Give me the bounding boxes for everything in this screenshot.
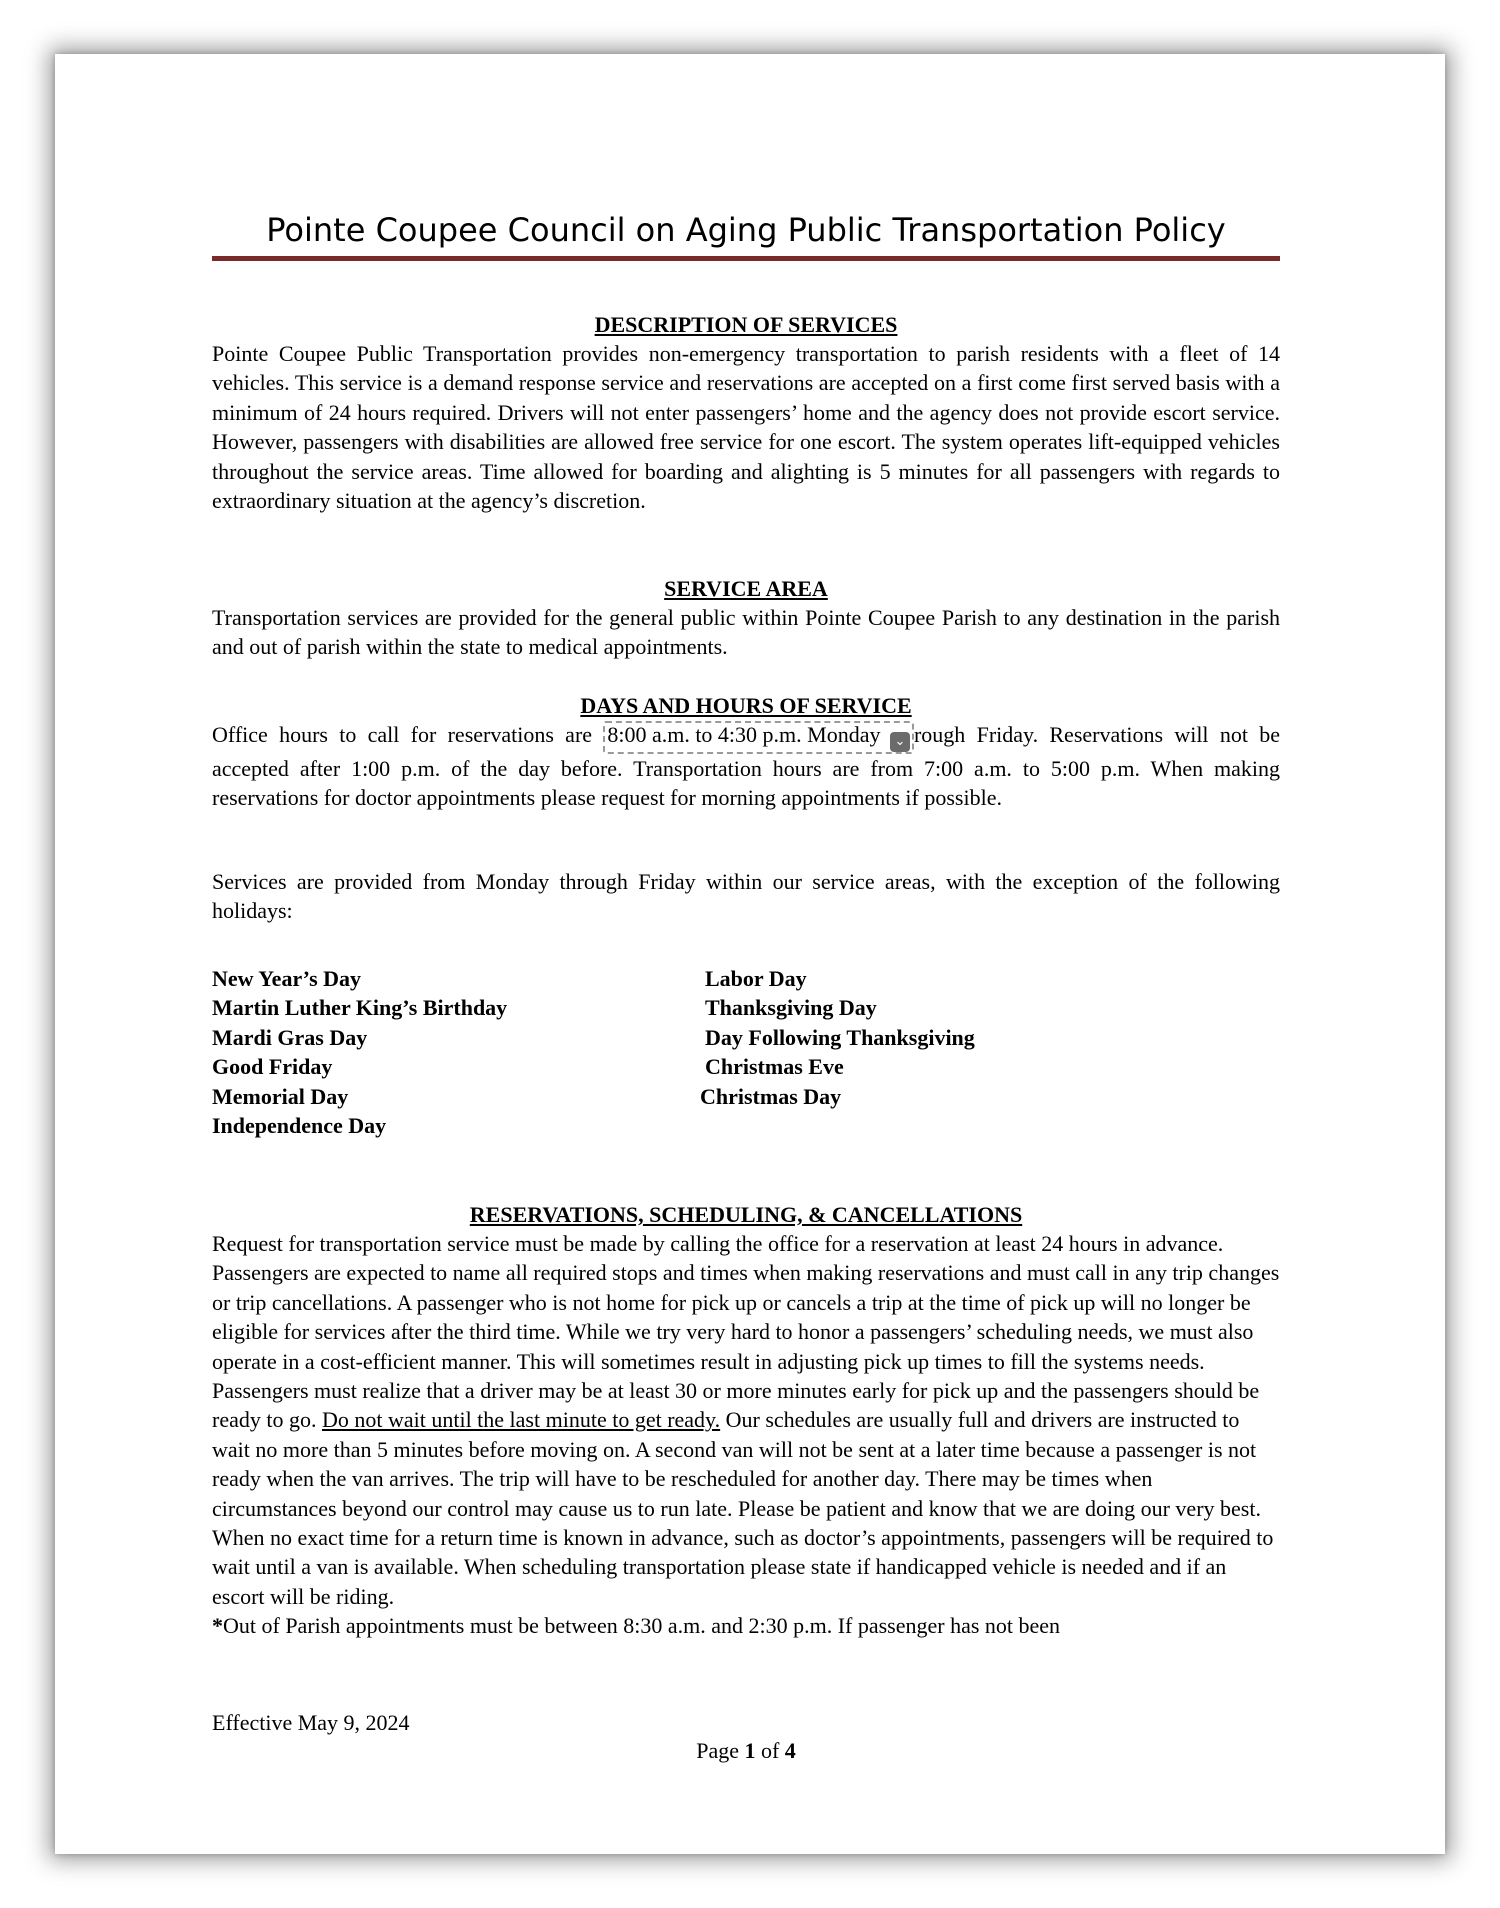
holiday-column-right: [700, 964, 975, 1111]
description-heading: DESCRIPTION OF SERVICES: [594, 312, 898, 337]
holiday-item: Christmas Day: [700, 1083, 842, 1109]
service-area-heading: SERVICE AREA: [664, 576, 828, 601]
title-rule: [212, 256, 1280, 261]
document-page: [55, 54, 1445, 1854]
days-hours-body: [212, 720, 1280, 813]
asterisk-mark: *: [212, 1613, 223, 1639]
reservations-heading: RESERVATIONS, SCHEDULING, & CANCELLATIONS: [469, 1202, 1023, 1227]
document-title: Pointe Coupee Council on Aging Public Transportation Policy: [266, 211, 1226, 249]
holiday-item: Memorial Day: [212, 1083, 349, 1109]
holiday-item: Good Friday: [212, 1054, 333, 1080]
holiday-item: Mardi Gras Day: [212, 1024, 368, 1050]
holiday-item: New Year’s Day: [212, 966, 362, 991]
holiday-item: Day Following Thanksgiving: [705, 1024, 975, 1050]
page-of: of: [755, 1738, 785, 1763]
page-word: Page: [696, 1738, 745, 1763]
effective-date: Effective May 9, 2024: [212, 1710, 410, 1735]
hours-field-value[interactable]: 8:00 a.m. to 4:30 p.m. Monday: [607, 722, 886, 747]
holiday-item: Independence Day: [212, 1113, 387, 1139]
days-hours-suffix: rough Friday. Reservations will not be accepted after 1:00 p.m. of the day before. Transportation hours are from 7:00 a.m. to 5:00 p.m. When making reservations for doctor appointments please request for morning appointments if possible.: [212, 722, 1280, 811]
holiday-item: Thanksgiving Day: [705, 995, 877, 1021]
services-note: Services are provided from Monday through Friday within our service areas, with the exception of the following holidays:: [212, 869, 1280, 924]
page-current: 1: [744, 1738, 756, 1763]
chevron-down-icon[interactable]: ⌄: [890, 732, 910, 752]
page-total: 4: [784, 1738, 796, 1763]
days-hours-heading: DAYS AND HOURS OF SERVICE: [580, 693, 912, 718]
reservations-body-part2: Our schedules are usually full and drivers are instructed to wait no more than 5 minutes before moving on. A second van will not be sent at a later time because a passenger is not ready when the van arrives. The trip will have to be rescheduled for another day. There may be times when circumstances beyond our control may cause us to run late. Please be patient and know that we are doing our very best. When no exact time for a return time is known in advance, such as doctor’s appointments, passengers will be required to wait until a van is available. When scheduling transportation please state if handicapped vehicle is needed and if an escort will be riding.: [212, 1407, 1274, 1609]
reservations-emphasis: Do not wait until the last minute to get ready.: [321, 1407, 721, 1433]
hours-content-control[interactable]: [603, 721, 914, 754]
holiday-item: Labor Day: [705, 966, 807, 991]
service-area-body: Transportation services are provided for the general public within Pointe Coupee Parish to any destination in the parish and out of parish within the state to medical appointments.: [212, 605, 1280, 660]
holiday-column-left: [212, 964, 507, 1140]
page-number: [212, 1736, 1280, 1765]
holiday-item: Christmas Eve: [705, 1054, 844, 1080]
days-hours-prefix: Office hours to call for reservations are: [212, 722, 604, 747]
reservations-body-part1: Request for transportation service must be made by calling the office for a reservation at least 24 hours in advance. Passengers are expected to name all required stops and times when making reservations and must call in any trip changes or trip cancellations. A passenger who is not home for pick up or cancels a trip at the time of pick up will no longer be eligible for services after the third time. While we try very hard to honor a passengers’ scheduling needs, we must also operate in a cost-efficient manner. This will sometimes result in adjusting pick up times to fill the systems needs. Passengers must realize that a driver may be at least 30 or more minutes early for pick up and the passengers should be ready to go.: [212, 1231, 1280, 1433]
holiday-item: Martin Luther King’s Birthday: [212, 995, 508, 1021]
description-body: Pointe Coupee Public Transportation provides non-emergency transportation to parish residents with a fleet of 14 vehicles. This service is a demand response service and reservations are accepted on a first come first served basis with a minimum of 24 hours required. Drivers will not enter passengers’ home and the agency does not provide escort service. However, passengers with disabilities are allowed free service for one escort. The system operates lift-equipped vehicles throughout the service areas. Time allowed for boarding and alighting is 5 minutes for all passengers with regards to extraordinary situation at the agency’s discretion.: [212, 341, 1280, 514]
out-of-parish-note: Out of Parish appointments must be between 8:30 a.m. and 2:30 p.m. If passenger has not been: [223, 1613, 1061, 1639]
reservations-body: [212, 1229, 1280, 1641]
